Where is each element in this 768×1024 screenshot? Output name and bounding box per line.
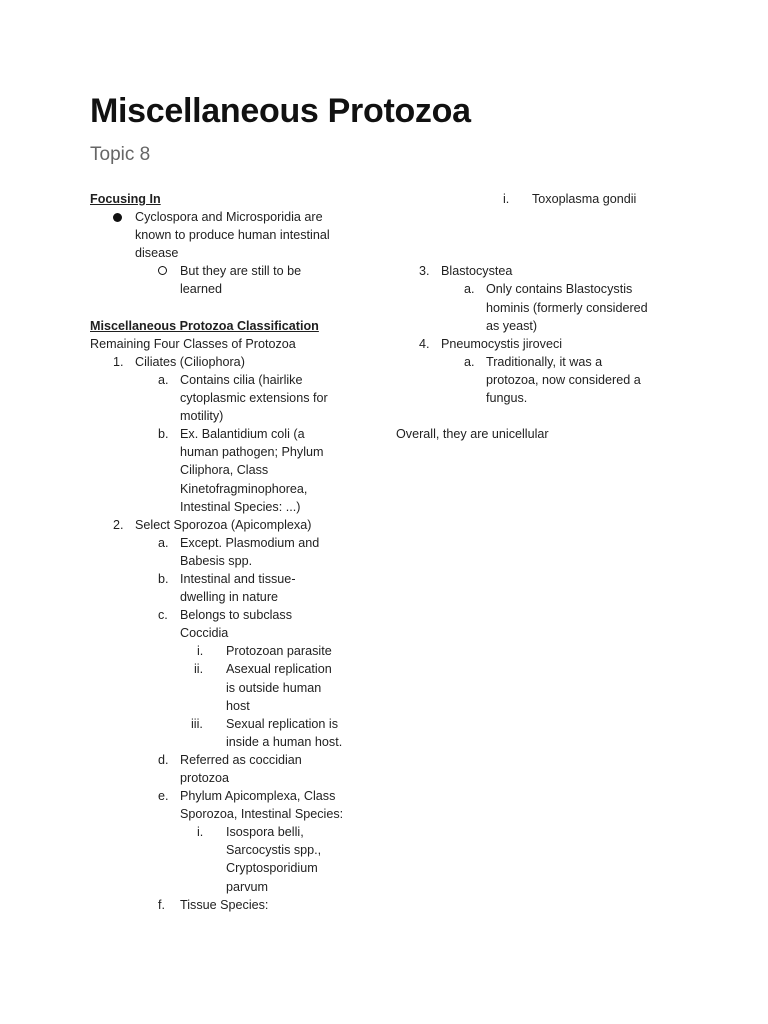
list-item	[90, 208, 350, 262]
list-number: 1.	[113, 354, 124, 369]
list-item	[90, 570, 310, 606]
list-item	[90, 715, 354, 751]
list-item-text: Sexual replication is inside a human host.	[226, 716, 343, 749]
list-item	[90, 823, 338, 895]
list-item	[396, 353, 658, 407]
list-item	[90, 371, 350, 425]
list-item-text: Asexual replication is outside human host	[226, 662, 332, 713]
list-item-text: Blastocystea	[441, 264, 513, 279]
list-item	[90, 262, 340, 298]
list-letter: e.	[158, 789, 169, 804]
list-letter: a.	[158, 372, 169, 387]
list-letter: a.	[464, 354, 475, 369]
list-item-text: Only contains Blastocystis hominis (formerly considered as yeast)	[486, 282, 648, 333]
list-letter: d.	[158, 752, 169, 767]
list-roman: i.	[197, 825, 204, 840]
list-item-text: Ciliates (Ciliophora)	[135, 354, 245, 369]
list-item-text: Tissue Species:	[180, 897, 269, 912]
overall-text: Overall, they are unicellular	[396, 427, 549, 442]
list-item	[90, 606, 320, 642]
list-letter: b.	[158, 571, 169, 586]
list-item-text: Phylum Apicomplexa, Class Sporozoa, Intestinal Species:	[180, 789, 344, 822]
list-item	[396, 335, 686, 353]
list-letter: b.	[158, 427, 169, 442]
left-column	[90, 190, 390, 914]
list-item-text: Intestinal and tissue-dwelling in nature	[180, 571, 296, 605]
document-title: Miscellaneous Protozoa	[90, 92, 471, 130]
list-item	[90, 642, 356, 660]
list-letter: a.	[158, 535, 169, 550]
list-item	[90, 516, 390, 534]
list-item-text: Toxoplasma gondii	[532, 192, 637, 206]
list-item	[90, 751, 330, 787]
list-item	[90, 353, 390, 371]
spacer	[396, 208, 686, 244]
list-item-text: But they are still to be learned	[180, 264, 302, 297]
list-item	[90, 425, 340, 515]
focusing-heading: Focusing In	[90, 192, 161, 206]
list-item-text: Referred as coccidian protozoa	[180, 752, 302, 785]
list-number: 3.	[419, 264, 430, 279]
list-roman: ii.	[194, 662, 204, 677]
list-item-text: Pneumocystis jiroveci	[441, 336, 563, 351]
right-column	[396, 190, 686, 443]
list-roman: iii.	[191, 716, 203, 731]
list-item	[90, 660, 344, 714]
list-number: 2.	[113, 517, 124, 532]
list-number: 4.	[419, 336, 430, 351]
list-item-text: Traditionally, it was a protozoa, now considered a fungus.	[486, 354, 641, 406]
list-item-text: Contains cilia (hairlike cytoplasmic extensions for motility)	[180, 372, 328, 424]
list-item-text: Ex. Balantidium coli (a human pathogen; Phylum Ciliphora, Class Kinetofragminophorea, Intestinal Species: ...)	[180, 427, 324, 514]
list-roman: i.	[197, 644, 204, 659]
list-item-text: Isospora belli, Sarcocystis spp., Cryptosporidium parvum	[226, 825, 322, 894]
list-item-text: Protozoan parasite	[226, 644, 332, 659]
list-roman: i.	[503, 192, 510, 206]
bullet-circle-icon	[158, 266, 167, 275]
spacer	[396, 244, 686, 262]
document-subtitle: Topic 8	[90, 144, 151, 165]
list-letter: f.	[158, 897, 165, 912]
list-item	[396, 190, 686, 208]
bullet-dot-icon	[113, 213, 122, 222]
list-item-text: Except. Plasmodium and Babesis spp.	[180, 535, 320, 568]
classification-heading: Miscellaneous Protozoa Classification	[90, 318, 319, 333]
list-item	[90, 534, 340, 570]
list-item	[396, 262, 686, 280]
list-item-text: Select Sporozoa (Apicomplexa)	[135, 517, 312, 532]
list-letter: c.	[158, 608, 168, 623]
list-item	[90, 896, 340, 914]
list-item	[396, 280, 651, 334]
spacer	[90, 299, 390, 317]
spacer	[396, 407, 686, 425]
list-item	[90, 787, 352, 823]
list-item-text: Belongs to subclass Coccidia	[180, 608, 293, 641]
list-letter: a.	[464, 282, 475, 297]
list-item-text: Cyclospora and Microsporidia are known to produce human intestinal disease	[135, 210, 330, 261]
intro-text: Remaining Four Classes of Protozoa	[90, 336, 296, 351]
